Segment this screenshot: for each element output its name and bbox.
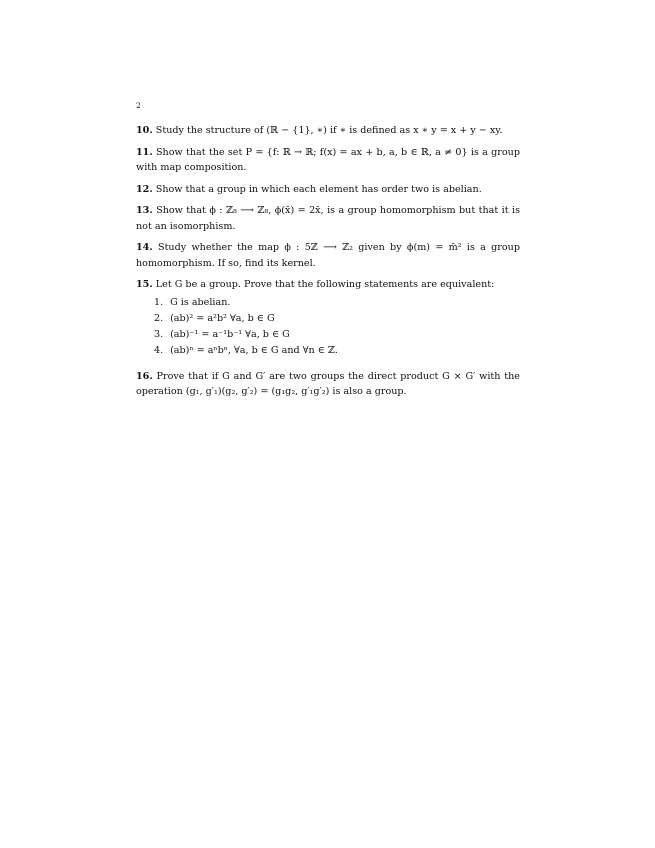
list-item	[154, 343, 520, 359]
item-text: (ab)⁻¹ = a⁻¹b⁻¹ ∀a, b ∈ G	[170, 328, 290, 340]
problem-text: Study the structure of (ℝ − {1}, ∗) if ∗ is defined as x ∗ y = x + y − xy.	[155, 125, 503, 136]
problem-number: 11.	[136, 146, 153, 158]
item-text: (ab)ⁿ = aⁿbⁿ, ∀a, b ∈ G and ∀n ∈ ℤ.	[170, 344, 338, 356]
problem-text: Prove that if G and G′ are two groups the direct product G × G′ with the operation (g₁, g′₁)(g₂, g′₂) = (g₁g₂, g′₁g′₂) is also a group.	[136, 370, 520, 397]
problem-12	[136, 182, 520, 198]
problem-15	[136, 277, 520, 359]
problem-number: 16.	[136, 370, 153, 382]
list-item	[154, 295, 520, 311]
list-item	[154, 327, 520, 343]
problem-list	[136, 123, 520, 406]
item-text: G is abelian.	[170, 296, 231, 308]
problem-text: Study whether the map ϕ : 5ℤ ⟶ ℤ₂ given by ϕ(m) = m̄² is a group homomorphism. If so, find its kernel.	[136, 242, 520, 269]
problem-number: 12.	[136, 183, 153, 195]
item-text: (ab)² = a²b² ∀a, b ∈ G	[170, 312, 275, 324]
item-number: 2.	[154, 312, 164, 324]
problem-13	[136, 203, 520, 234]
problem-number: 14.	[136, 242, 153, 253]
item-number: 1.	[154, 296, 164, 308]
problem-text: Show that a group in which each element has order two is abelian.	[155, 183, 482, 195]
equivalence-list	[154, 295, 520, 359]
problem-16	[136, 369, 520, 400]
problem-11	[136, 145, 520, 176]
item-number: 3.	[154, 328, 164, 340]
problem-number: 13.	[136, 205, 153, 216]
page-number: 2	[136, 101, 141, 110]
problem-text: Show that the set P = {f: ℝ → ℝ; f(x) = ax + b, a, b ∈ ℝ, a ≠ 0} is a group with map composition.	[136, 146, 520, 173]
problem-text: Show that ϕ : ℤ₈ ⟶ ℤ₈, ϕ(x̄) = 2x̄, is a group homomorphism but that it is not an isomorphism.	[136, 205, 520, 232]
problem-text: Let G be a group. Prove that the following statements are equivalent:	[155, 279, 495, 290]
problem-10	[136, 123, 520, 139]
problem-number: 10.	[136, 125, 153, 136]
list-item	[154, 311, 520, 327]
item-number: 4.	[154, 344, 164, 356]
problem-14	[136, 240, 520, 271]
problem-number: 15.	[136, 279, 153, 290]
